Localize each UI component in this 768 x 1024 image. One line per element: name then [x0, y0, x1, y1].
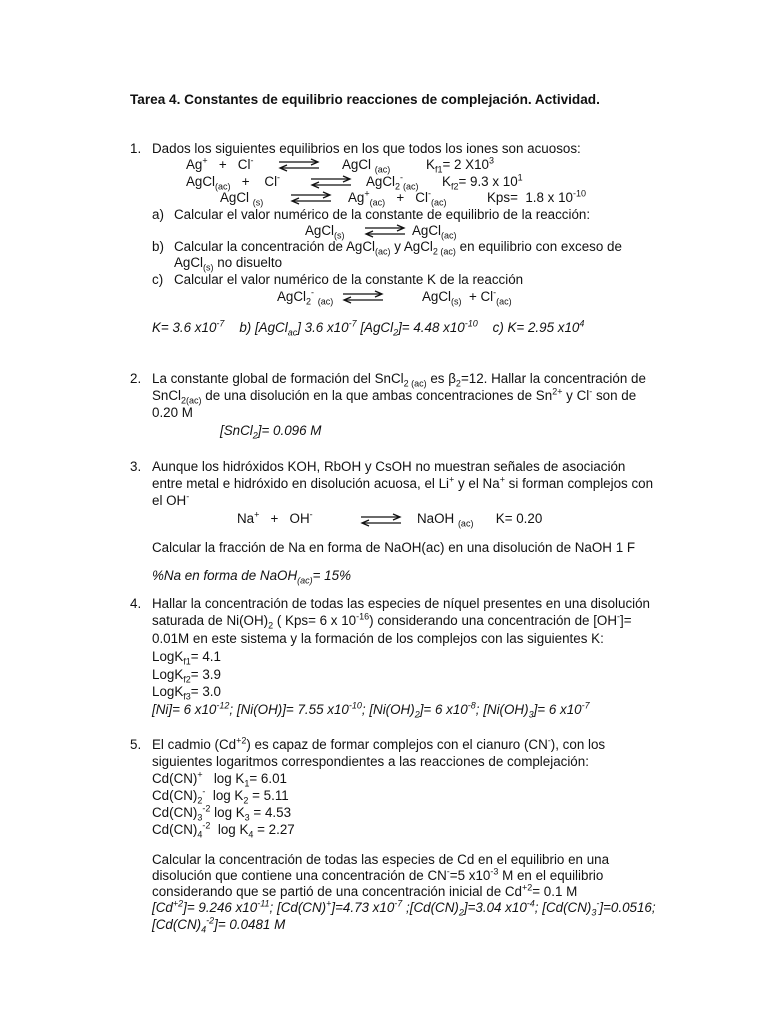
eq1-product: AgCl $_{(ac)}$ [342, 157, 391, 175]
question-1-number: 1. [130, 141, 142, 156]
question-5-number: 5. [130, 737, 142, 752]
q3-line-2: entre metal e hidróxido en disolución acuosa, el Li+ y el Na+ si forman complejos con [152, 474, 654, 491]
q4-line-3: 0.01M en este sistema y la formación de los complejos con las siguientes K: [152, 631, 604, 646]
q4-logk1: LogK$_{f1}$= 4.1 [152, 649, 221, 667]
q5-k4: $Cd(CN)_4^{-2}$ $\log K_4 = 2.27$ [152, 820, 295, 840]
q1-a-text: Calcular el valor numérico de la constante de equilibrio de la reacción: [174, 207, 591, 222]
q4-logk2: LogK$_{f2}$= 3.9 [152, 667, 221, 685]
eq2-product: AgCl$_2$-$_{(ac)}$ [366, 172, 419, 192]
q2-line-2: SnCl$_{2(ac)}$ de una disolución en la que ambas concentraciones de $Sn^{2+}$ y Cl- son de [152, 386, 637, 406]
q1-answer: K= 3.6 $x10^{-7}$ b) [AgCl$_{ac}$] 3.6 $x10^{-7}$ [AgCl$_2$]= 4.48 $x10^{-10}$ c) K= 2.95 $x10^4$ [152, 318, 585, 338]
q1-a-reactant: AgCl$_{(s)}$ [305, 223, 345, 241]
eq3-constant: Kps= 1.8 x $10^{-10}$ [487, 188, 586, 205]
q2-line-1: La constante global de formación del SnCl$_{2 (ac)}$ es $\beta_2=12$. Hallar la concentración de [152, 371, 646, 389]
q5-question-line-2: disolución que contiene una concentración de CN-=5 $x10^{-3}$ M en el equilibrio [152, 866, 604, 883]
q5-line-1: El cadmio $(Cd^{+2})$ es capaz de formar complejos con el cianuro (CN-), con los [152, 735, 606, 752]
q1-c-products: AgCl$_{(s)}$ + $Cl^-_{(ac)}$ [422, 287, 512, 307]
q4-line-1: Hallar la concentración de todas las especies de níquel presentes en una disolución [152, 596, 651, 611]
q5-answer-line-2: $[Cd(CN)_4^{-2}]= 0.0481$ M [152, 915, 286, 935]
eq3-reactant: AgCl $_{(s)}$ [220, 190, 264, 208]
q1-c-text: Calcular el valor numérico de la constante K de la reacción [174, 272, 524, 287]
q3-answer: %Na en forma de NaOH$_{(ac)}$= 15% [152, 568, 351, 586]
q5-k1: Cd(CN)+ $\log K_1= 6.01$ [152, 769, 287, 789]
q4-line-2: saturada de $Ni(OH)_2$ ( Kps= 6 x $10^{-16}$) considerando una concentración de [OH-]= [152, 611, 632, 631]
q1-b-label: b) [152, 239, 164, 254]
eq2-constant: $K_{f2}= 9.3$ x $10^1$ [442, 172, 523, 192]
equilibrium-arrow-icon [364, 224, 406, 238]
q1-c-label: c) [152, 272, 164, 287]
q1-c-reactant: AgCl$_2$- $_{(ac)}$ [277, 287, 334, 307]
equilibrium-arrow-icon [342, 290, 384, 304]
equilibrium-arrow-icon [290, 191, 332, 205]
q4-answer: [Ni]= 6 $x10^{-12}$; [Ni(OH)]= 7.55 $x10^{-10}$; $[Ni(OH)_2]= 6$ $x10^{-8}$; $[Ni(OH)_3]= 6$ $x10^{-7}$ [152, 700, 590, 720]
eq1-reactants: Ag+ + Cl- [186, 155, 254, 172]
q1-b-text: Calcular la concentración de AgCl$_{(ac)}$ y AgCl$_{2 (ac)}$ en equilibrio con exceso de [174, 239, 622, 257]
q3-line-1: Aunque los hidróxidos KOH, RbOH y CsOH no muestran señales de asociación [152, 459, 626, 474]
q3-eq-reactants: Na+ + OH- [237, 509, 313, 526]
q1-a-label: a) [152, 207, 164, 222]
q3-eq-product: NaOH $_{(ac)}$ K= 0.20 [417, 511, 543, 529]
equilibrium-arrow-icon [310, 175, 352, 189]
q5-k3: $Cd(CN)_3^{-2}$ $\log K_3 = 4.53$ [152, 803, 292, 823]
q1-a-product: AgCl$_{(ac)}$ [412, 223, 457, 241]
q5-question-line-1: Calcular la concentración de todas las especies de Cd en el equilibrio en una [152, 852, 610, 867]
q5-question-line-3: considerando que se partió de una concentración inicial de $Cd^{+2}= 0.1$ M [152, 882, 578, 899]
question-3-number: 3. [130, 459, 142, 474]
question-4-number: 4. [130, 596, 142, 611]
q3-question: Calcular la fracción de Na en forma de NaOH(ac) en una disolución de NaOH 1 F [152, 540, 636, 555]
equilibrium-arrow-icon [360, 513, 402, 527]
q5-k2: $Cd(CN)_2^-$ $\log K_2 = 5.11$ [152, 786, 289, 806]
eq1-constant: $K_{f1}= 2$ $X10^3$ [426, 155, 495, 175]
q1-b-text-cont: AgCl$_{(s)}$ no disuelto [174, 255, 283, 273]
eq3-products: $Ag^+_{(ac)} + Cl^-_{(ac)}$ [348, 188, 447, 208]
q2-line-3: 0.20 M [152, 405, 193, 420]
q5-line-2: siguientes logaritmos correspondientes a las reacciones de complejación: [152, 754, 589, 769]
q4-logk3: LogK$_{f3}$= 3.0 [152, 684, 221, 702]
eq2-reactants: AgCl$_{(ac)}$ + Cl- [186, 172, 281, 192]
question-1-intro: Dados los siguientes equilibrios en los que todos los iones son acuosos: [152, 141, 581, 156]
q2-answer: [SnCl$_2$]= 0.096 M [220, 423, 322, 441]
equilibrium-arrow-icon [278, 158, 320, 172]
q5-answer-line-1: $[Cd^{+2}]= 9.246$ $x10^{-11}$; [Cd(CN)+]=4.73 $x10^{-7}$ $;[Cd(CN)_2]=3.04$ $x10^{-4}$; $[Cd(CN)_3^-]=0.0516$; [152, 898, 656, 918]
question-2-number: 2. [130, 371, 142, 386]
q3-line-3: el OH- [152, 491, 190, 508]
page-title: Tarea 4. Constantes de equilibrio reacciones de complejación. Actividad. [130, 92, 600, 107]
